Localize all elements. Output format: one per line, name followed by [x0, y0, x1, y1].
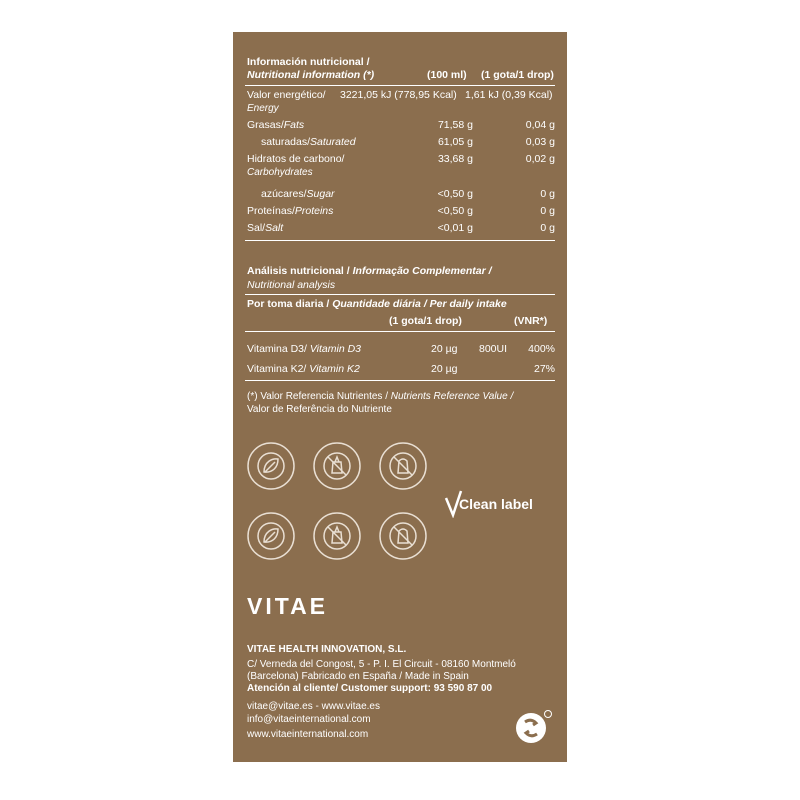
row-salt [247, 222, 283, 235]
row-sugar-es: azúcares/ [261, 188, 307, 200]
company-address-1: C/ Verneda del Congost, 5 - P. I. El Circuit - 08160 Montmeló [247, 659, 516, 670]
row-k2 [247, 363, 360, 376]
intake-es: Por toma diaria / [247, 298, 330, 310]
badge-vegan-es [247, 442, 295, 490]
divider [245, 331, 555, 332]
row-d3 [247, 343, 361, 356]
row-energy-es: Valor energético/ [247, 89, 326, 101]
analysis-title-es: Análisis nutricional / [247, 265, 350, 277]
salt-shaker-icon [379, 442, 427, 490]
row-d3-pct: 400% [528, 343, 555, 355]
col-vnr-header: (VNR*) [514, 315, 548, 327]
divider [245, 380, 555, 381]
divider [245, 85, 555, 86]
row-salt-v1: <0,01 g [437, 222, 473, 234]
email: info@vitaeinternational.com [247, 714, 371, 725]
leaf-icon [247, 512, 295, 560]
analysis-title-pt: Informação Complementar / [352, 265, 492, 277]
note-en: Nutrients Reference Value / [390, 391, 514, 402]
col-dose-header: (1 gota/1 drop) [389, 315, 462, 327]
customer-support [247, 683, 492, 695]
badge-salt-free-en [379, 512, 427, 560]
row-saturated-v1: 61,05 g [437, 136, 473, 148]
row-carbs-v2: 0,02 g [525, 153, 555, 165]
row-d3-en: Vitamin D3 [309, 343, 362, 355]
clean-label-text: Clean label [459, 496, 533, 512]
product-label-panel [233, 32, 567, 762]
intake-header [247, 298, 507, 311]
row-salt-en: Salt [265, 222, 284, 234]
website-1: vitae@vitae.es - www.vitae.es [247, 701, 380, 712]
row-d3-v1: 20 µg [431, 343, 458, 355]
row-sugar-en: Sugar [306, 188, 335, 200]
company-name: VITAE HEALTH INNOVATION, S.L. [247, 644, 407, 655]
badge-salt-free-es [379, 442, 427, 490]
intake-en: / Per daily intake [423, 298, 507, 310]
col-100ml-header: (100 ml) [427, 69, 467, 81]
badge-sugar-free-en [313, 512, 361, 560]
badge-vegan-en [247, 512, 295, 560]
row-saturated-v2: 0,03 g [525, 136, 555, 148]
note-es: (*) Valor Referencia Nutrientes / [247, 391, 388, 402]
row-proteins-en: Proteins [294, 205, 334, 217]
leaf-icon [247, 442, 295, 490]
row-energy-v1: 3221,05 kJ (778,95 Kcal) [340, 89, 457, 101]
row-fats-v1: 71,58 g [437, 119, 473, 131]
row-proteins-es: Proteínas/ [247, 205, 295, 217]
row-sugar [261, 188, 335, 201]
row-proteins-v2: 0 g [540, 205, 555, 217]
divider [245, 294, 555, 295]
row-d3-ui: 800UI [479, 343, 508, 355]
salt-shaker-icon [379, 512, 427, 560]
note-pt: Valor de Referência do Nutriente [247, 404, 392, 415]
row-fats [247, 119, 304, 132]
row-k2-v1: 20 µg [431, 363, 458, 375]
row-sugar-v2: 0 g [540, 188, 555, 200]
row-carbs-en: Carbohydrates [247, 167, 313, 178]
row-energy-v2: 1,61 kJ (0,39 Kcal) [465, 89, 553, 101]
nutrition-title-en: Nutritional information (*) [247, 69, 375, 81]
col-drop-header: (1 gota/1 drop) [481, 69, 554, 81]
row-fats-en: Fats [283, 119, 305, 131]
nutrition-title-es: Información nutricional / [247, 56, 370, 68]
company-address-2: (Barcelona) Fabricado en España / Made in Spain [247, 671, 469, 682]
badge-sugar-free-es [313, 442, 361, 490]
reference-note [247, 390, 513, 403]
analysis-title-en: Nutritional analysis [247, 279, 336, 291]
brand-logo: VITAE [247, 593, 329, 619]
row-k2-es: Vitamina K2/ [247, 363, 307, 375]
analysis-title [247, 265, 492, 278]
row-k2-pct: 27% [533, 363, 555, 375]
row-salt-v2: 0 g [540, 222, 555, 234]
row-salt-es: Sal/ [247, 222, 266, 234]
row-carbs-v1: 33,68 g [437, 153, 473, 165]
row-fats-es: Grasas/ [247, 119, 284, 131]
divider [245, 240, 555, 241]
row-saturated [261, 136, 356, 149]
recycling-symbol-icon [513, 708, 553, 748]
row-proteins-v1: <0,50 g [437, 205, 473, 217]
row-saturated-es: saturadas/ [261, 136, 311, 148]
row-d3-es: Vitamina D3/ [247, 343, 307, 355]
row-sugar-v1: <0,50 g [437, 188, 473, 200]
sugar-dispenser-icon [313, 512, 361, 560]
row-fats-v2: 0,04 g [525, 119, 555, 131]
row-energy-en: Energy [247, 103, 279, 114]
row-carbs-es: Hidratos de carbono/ [247, 153, 345, 165]
sugar-dispenser-icon [313, 442, 361, 490]
row-saturated-en: Saturated [310, 136, 356, 148]
support-phone: 93 590 87 00 [433, 683, 493, 694]
intake-pt: Quantidade diária [332, 298, 421, 310]
row-proteins [247, 205, 333, 218]
support-label: Atención al cliente/ Customer support: [247, 683, 431, 694]
row-k2-en: Vitamin K2 [309, 363, 360, 375]
website-2: www.vitaeinternational.com [247, 729, 369, 740]
